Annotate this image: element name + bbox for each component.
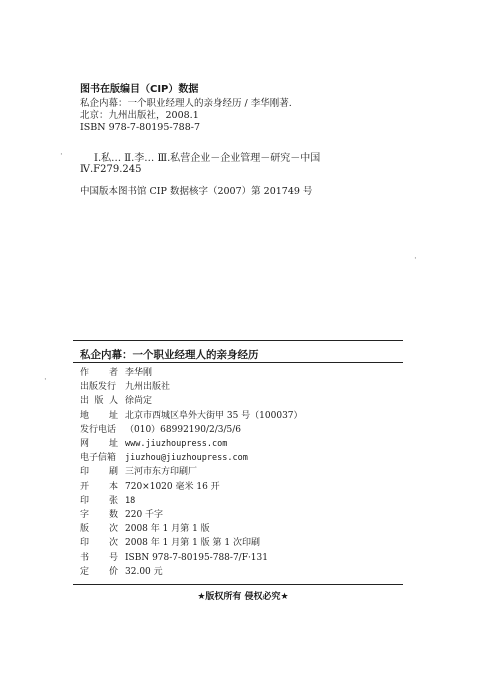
spec-label-char: 版 xyxy=(80,524,90,535)
scan-dots: · xyxy=(60,150,63,160)
spec-label-char: 号 xyxy=(108,552,118,563)
divider-bottom xyxy=(73,584,403,585)
spec-label-char: 价 xyxy=(108,566,118,577)
spec-label-char: 址 xyxy=(108,439,118,449)
spec-label-char: 开 xyxy=(80,481,90,492)
spec-value: 2008 年 1 月第 1 版 第 1 次印刷 xyxy=(125,538,260,549)
spec-label: 出版发行 xyxy=(80,382,117,393)
cip-isbn-line: ISBN 978-7-80195-788-7 xyxy=(80,122,200,133)
spec-label-char: 定 xyxy=(80,566,90,577)
spec-value: 18 xyxy=(125,495,136,506)
spec-label-char: 次 xyxy=(108,524,118,535)
spec-value: 三河市东方印刷厂 xyxy=(125,467,198,478)
spec-label xyxy=(80,410,118,423)
cip-title-line: 私企内幕：一个职业经理人的亲身经历 / 李华刚著. xyxy=(80,98,292,109)
cip-publisher-line: 北京：九州出版社，2008.1 xyxy=(80,110,199,121)
spec-label-char: 网 xyxy=(80,439,90,449)
spec-label xyxy=(80,438,118,451)
spec-value: 李华刚 xyxy=(125,368,153,378)
spec-label-char: 地 xyxy=(80,410,90,421)
spec-label xyxy=(80,481,118,494)
spec-value: 2008 年 1 月第 1 版 xyxy=(125,524,210,535)
spec-label: 发行电话 xyxy=(80,424,117,435)
cip-classification-2: Ⅳ.F279.245 xyxy=(80,164,142,175)
spec-label-char: 字 xyxy=(80,510,90,520)
copyright-notice: ★版权所有 侵权必究★ xyxy=(197,592,289,602)
spec-label-char: 本 xyxy=(108,481,118,492)
spec-value: 北京市西城区阜外大街甲 35 号（100037） xyxy=(125,410,303,421)
scan-dots: · xyxy=(44,375,47,385)
spec-label-char: 印 xyxy=(80,495,90,506)
spec-value: 720×1020 毫米 16 开 xyxy=(125,481,220,492)
spec-label xyxy=(80,395,118,408)
spec-label xyxy=(80,523,118,536)
divider-top xyxy=(73,340,403,341)
spec-label xyxy=(80,466,118,479)
spec-label xyxy=(80,566,118,579)
book-title: 私企内幕：一个职业经理人的亲身经历 xyxy=(80,349,259,361)
spec-label-char: 址 xyxy=(108,410,118,421)
spec-label-char: 刷 xyxy=(108,467,118,478)
spec-label-char: 次 xyxy=(108,538,118,549)
spec-label xyxy=(80,509,118,522)
spec-label xyxy=(80,537,118,550)
spec-value: 九州出版社 xyxy=(125,382,171,393)
spec-label-char: 出 xyxy=(80,396,90,407)
spec-label-char: 者 xyxy=(108,368,118,378)
spec-label xyxy=(80,495,118,508)
spec-label-char: 人 xyxy=(108,396,118,407)
cip-verification: 中国版本图书馆 CIP 数据核字（2007）第 201749 号 xyxy=(80,186,313,197)
spec-value: www.jiuzhoupress.com xyxy=(125,439,228,449)
spec-value: （010）68992190/2/3/5/6 xyxy=(125,424,242,435)
divider-title xyxy=(73,362,403,363)
scan-dots: · xyxy=(414,254,417,264)
spec-label: 电子信箱 xyxy=(80,453,117,464)
spec-value: 徐尚定 xyxy=(125,396,153,407)
spec-label-char: 印 xyxy=(80,538,90,549)
cip-classification-1: Ⅰ.私… Ⅱ.李… Ⅲ.私营企业－企业管理－研究－中国 xyxy=(94,153,321,164)
spec-label-char: 张 xyxy=(108,495,118,506)
spec-label-char: 书 xyxy=(80,552,90,563)
spec-value: 32.00 元 xyxy=(125,566,163,577)
spec-label xyxy=(80,367,118,380)
spec-value: jiuzhou@jiuzhoupress.com xyxy=(125,453,248,464)
spec-label-char: 数 xyxy=(108,510,118,520)
spec-value: 220 千字 xyxy=(125,510,164,520)
spec-label-char: 作 xyxy=(80,368,90,378)
spec-label-char: 版 xyxy=(94,396,104,407)
spec-label xyxy=(80,552,118,565)
cip-heading: 图书在版编目（CIP）数据 xyxy=(80,84,199,95)
spec-value: ISBN 978-7-80195-788-7/F·131 xyxy=(125,552,268,563)
spec-label-char: 印 xyxy=(80,467,90,478)
